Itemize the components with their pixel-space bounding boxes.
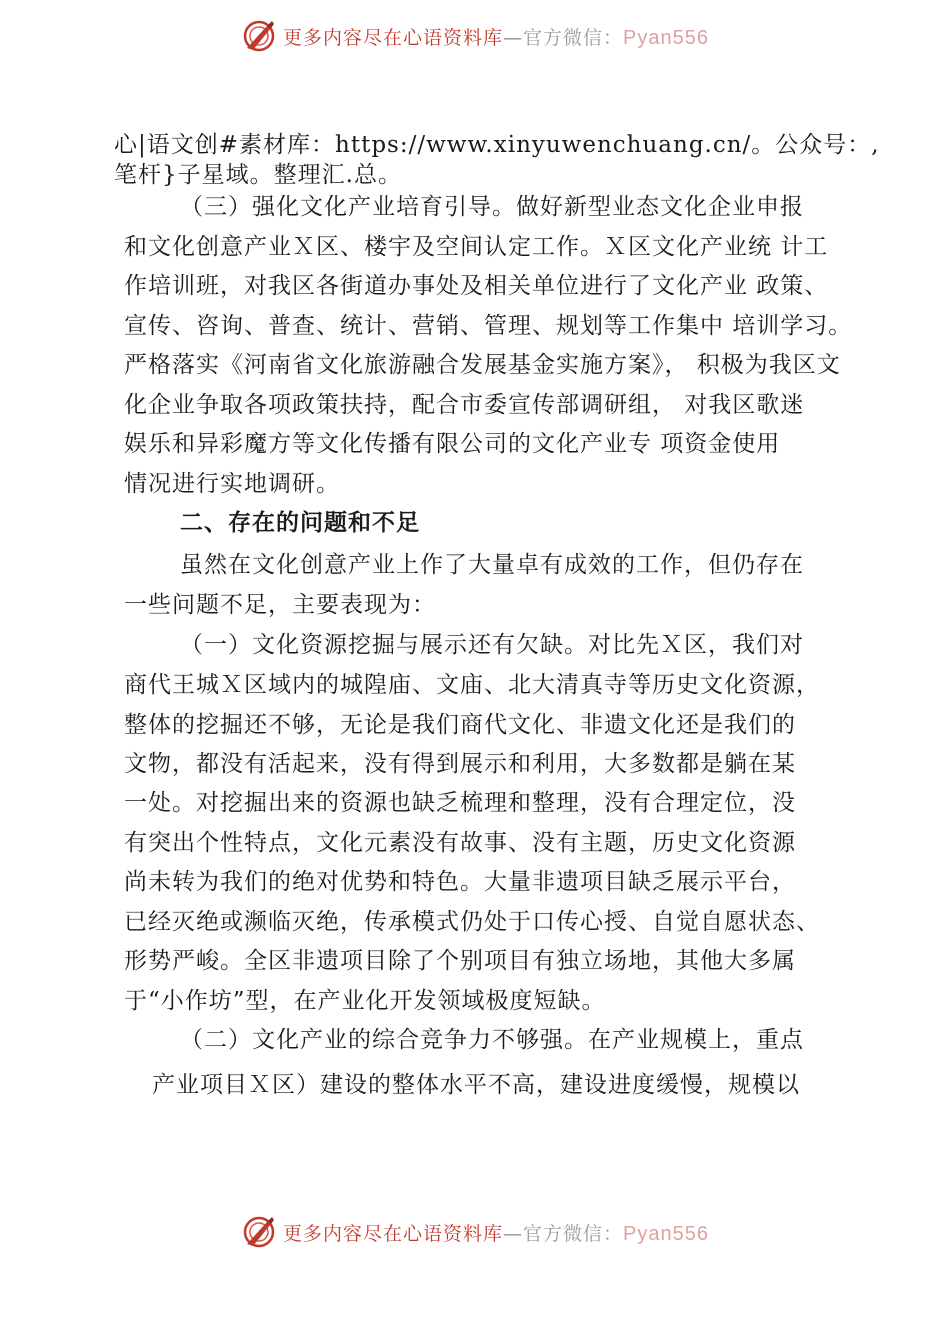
text-line: 笔杆}子星域。整理汇.总。 <box>114 162 402 188</box>
text-line: 作培训班，对我区各街道办事处及相关单位进行了文化产业 政策、 <box>124 273 829 299</box>
footer-watermark-banner <box>0 1212 950 1252</box>
text-line: 宣传、咨询、普查、统计、营销、管理、规划等工作集中 培训学习。 <box>124 313 853 339</box>
paragraph-three-start: （三）强化文化产业培育引导。做好新型业态文化企业申报 <box>180 194 804 220</box>
text-line: 一些问题不足，主要表现为： <box>124 592 436 618</box>
text-line: 于“小作坊”型，在产业化开发领域极度短缺。 <box>124 988 606 1014</box>
source-line: 心|语文创#素材库：https://www.xinyuwenchuang.cn/。公众号：, <box>114 132 880 158</box>
text-line: 商代王城Ｘ区域内的城隍庙、文庙、北大清真寺等历史文化资源， <box>124 672 820 698</box>
banner-wechat-id: Pyan556 <box>623 26 709 49</box>
pen-logo-icon <box>241 1214 277 1250</box>
banner-wechat-label: 官方微信： <box>523 26 624 49</box>
text-line: 和文化创意产业Ｘ区、楼宇及空间认定工作。Ｘ区文化产业统 计工 <box>124 234 829 260</box>
text-line: 已经灭绝或濒临灭绝，传承模式仍处于口传心授、自觉自愿状态、 <box>124 909 820 935</box>
text-line-source <box>114 130 880 160</box>
text-line: 文物，都没有活起来，没有得到展示和利用，大多数都是躺在某 <box>124 751 796 777</box>
banner-text <box>283 23 709 50</box>
paragraph-intro-start: 虽然在文化创意产业上作了大量卓有成效的工作，但仍存在 <box>180 552 804 578</box>
paragraph-one-start: （一）文化资源挖掘与展示还有欠缺。对比先Ｘ区，我们对 <box>180 632 804 658</box>
banner-dash: — <box>503 26 524 49</box>
text-line: 有突出个性特点，文化元素没有故事、没有主题，历史文化资源 <box>124 830 796 856</box>
banner-text <box>283 1219 709 1246</box>
banner-dash: — <box>503 1222 524 1245</box>
text-line: 产业项目Ｘ区）建设的整体水平不高，建设进度缓慢，规模以 <box>152 1072 800 1098</box>
text-line: 化企业争取各项政策扶持，配合市委宣传部调研组， 对我区歌迷 <box>124 392 805 418</box>
banner-main-text: 更多内容尽在心语资料库 <box>283 1222 504 1245</box>
section-heading: 二、存在的问题和不足 <box>180 509 420 536</box>
banner-wechat-label: 官方微信： <box>523 1222 624 1245</box>
text-line: 严格落实《河南省文化旅游融合发展基金实施方案》， 积极为我区文 <box>124 352 841 378</box>
text-line: 情况进行实地调研。 <box>124 471 340 497</box>
banner-main-text: 更多内容尽在心语资料库 <box>283 26 504 49</box>
text-line: 尚未转为我们的绝对优势和特色。大量非遗项目缺乏展示平台， <box>124 869 796 895</box>
text-line: 形势严峻。全区非遗项目除了个别项目有独立场地，其他大多属 <box>124 948 796 974</box>
header-watermark-banner <box>0 16 950 56</box>
banner-wechat-id: Pyan556 <box>623 1222 709 1245</box>
paragraph-two-start: （二）文化产业的综合竞争力不够强。在产业规模上，重点 <box>180 1027 804 1053</box>
text-line: 整体的挖掘还不够，无论是我们商代文化、非遗文化还是我们的 <box>124 712 796 738</box>
pen-logo-icon <box>241 18 277 54</box>
text-line: 一处。对挖掘出来的资源也缺乏梳理和整理，没有合理定位，没 <box>124 790 796 816</box>
text-line: 娱乐和异彩魔方等文化传播有限公司的文化产业专 项资金使用 <box>124 431 781 457</box>
